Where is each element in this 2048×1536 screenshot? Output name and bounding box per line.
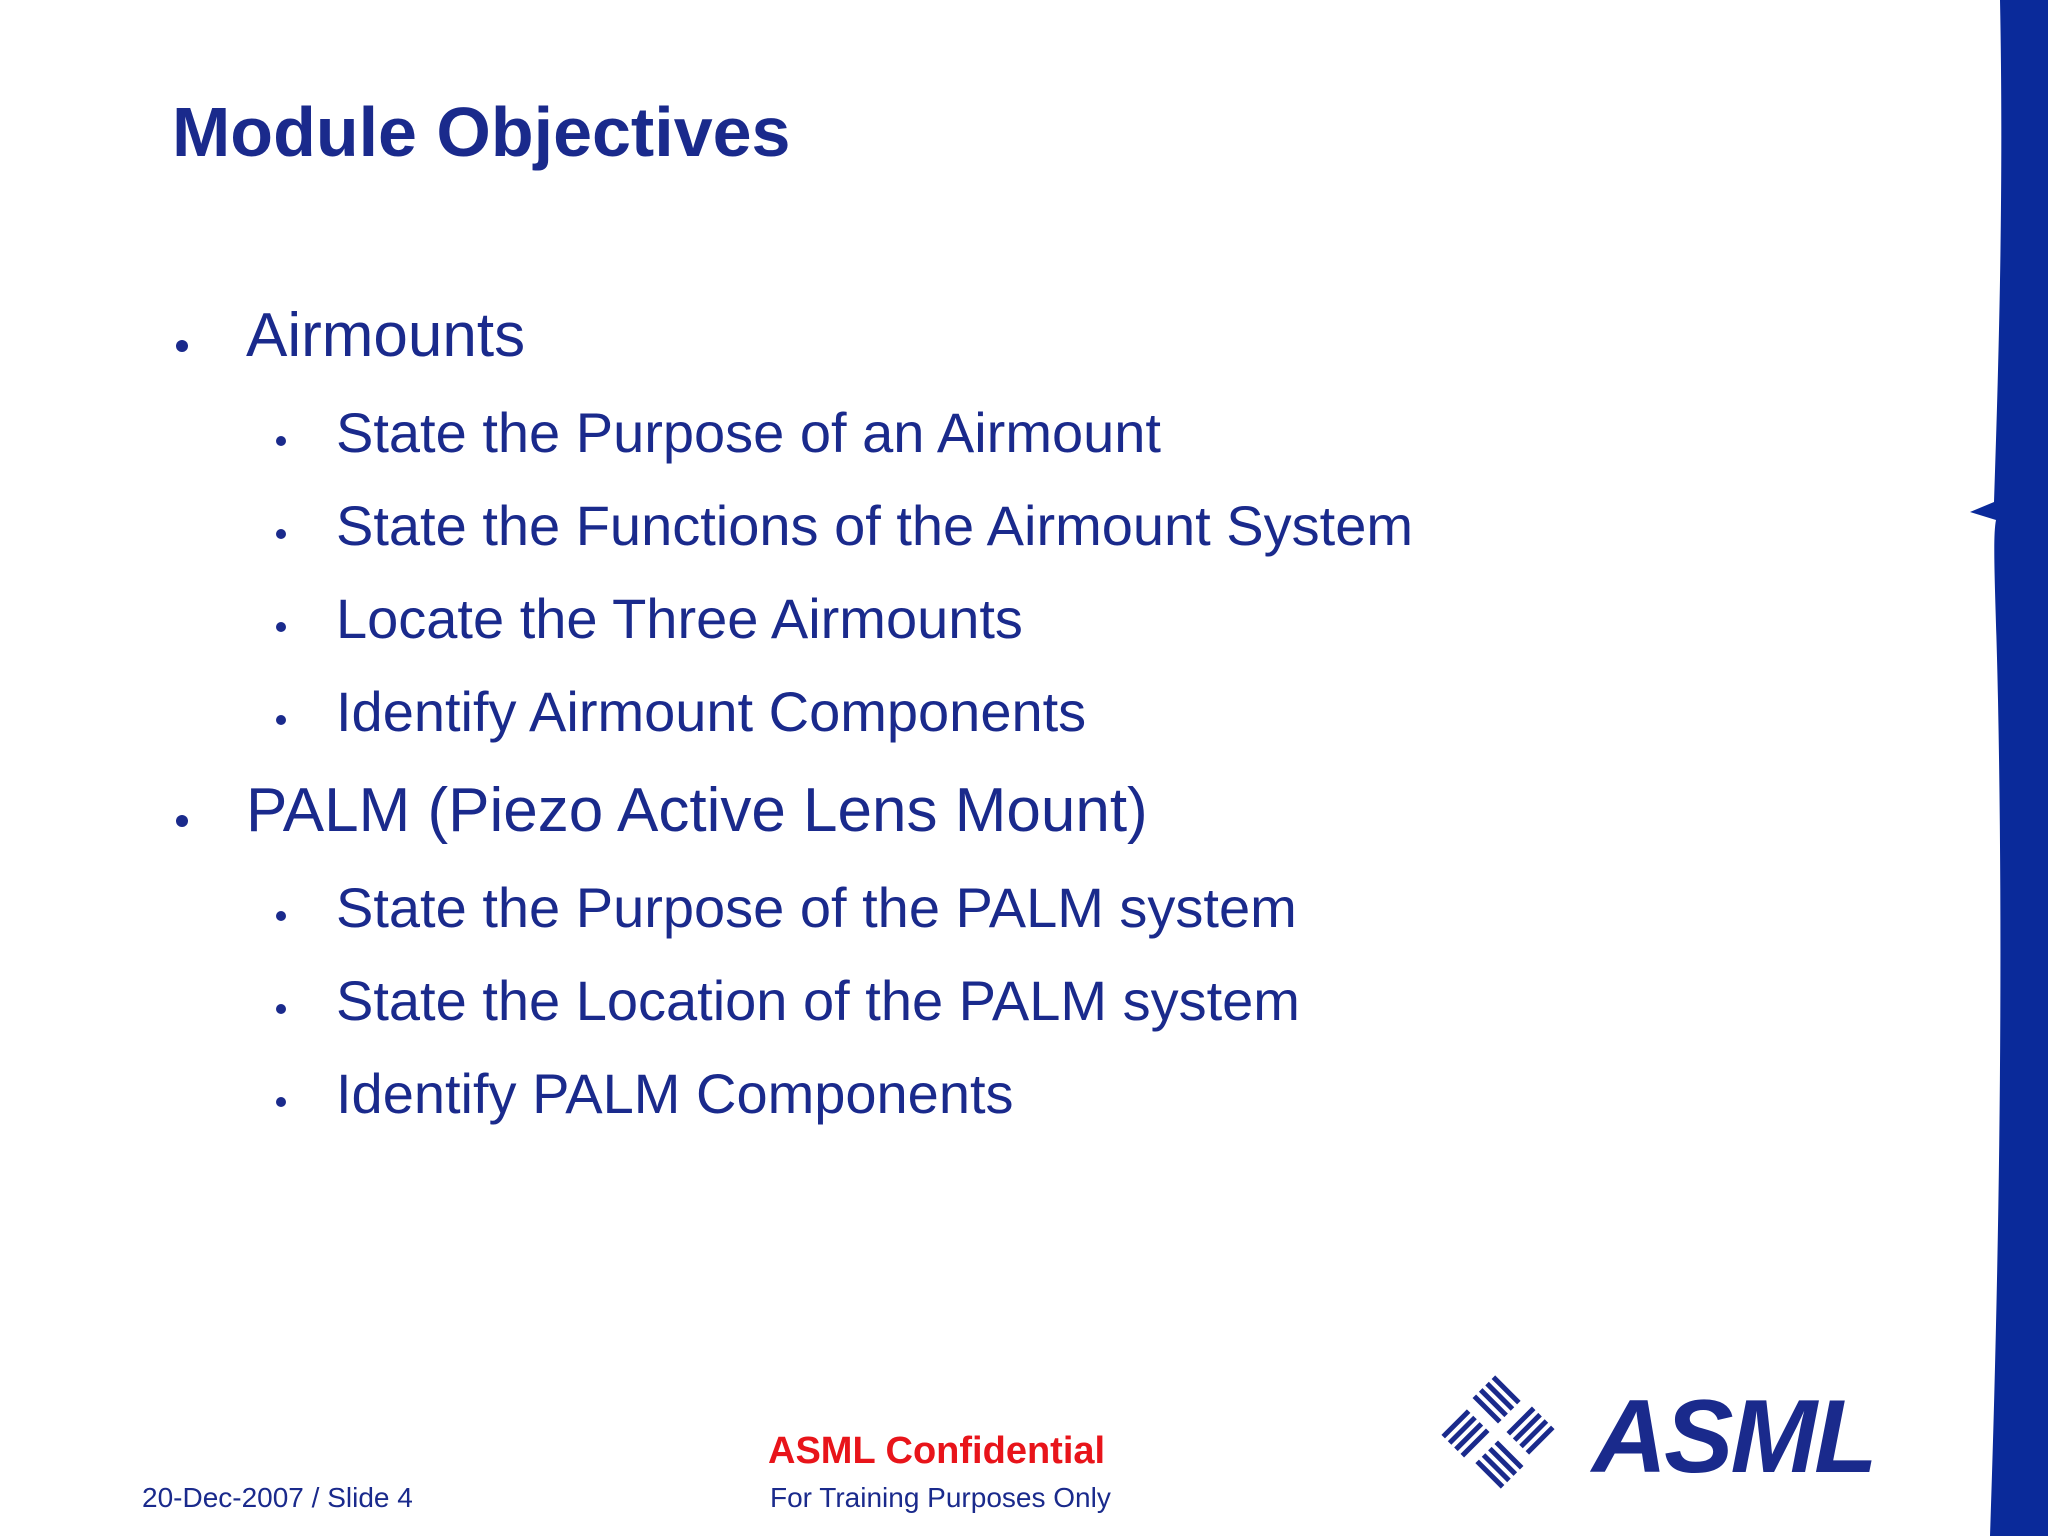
list-item-label: State the Location of the PALM system	[336, 969, 1300, 1032]
list-item	[336, 1061, 1014, 1126]
list-item	[246, 300, 525, 371]
bullet-icon	[176, 815, 188, 827]
list-item-label: State the Purpose of the PALM system	[336, 876, 1297, 939]
list-item	[336, 493, 1413, 558]
bullet-icon	[276, 529, 286, 539]
list-item-label: State the Functions of the Airmount System	[336, 494, 1413, 557]
list-item-label: Identify PALM Components	[336, 1062, 1014, 1125]
confidential-label: ASML Confidential	[768, 1430, 1106, 1472]
list-item	[246, 775, 1148, 846]
bullet-icon	[276, 1004, 286, 1014]
page-title: Module Objectives	[172, 93, 791, 171]
bullet-icon	[276, 436, 286, 446]
bullet-icon	[276, 911, 286, 921]
footer-date-slide: 20-Dec-2007 / Slide 4	[142, 1482, 413, 1513]
asml-logo-icon	[1436, 1370, 1560, 1494]
list-item-label: PALM (Piezo Active Lens Mount)	[246, 776, 1148, 845]
training-label: For Training Purposes Only	[770, 1482, 1111, 1513]
list-item-label: Airmounts	[246, 301, 526, 370]
list-item	[336, 968, 1300, 1033]
list-item	[336, 679, 1086, 744]
list-item-label: Locate the Three Airmounts	[336, 587, 1023, 650]
bullet-icon	[276, 1097, 286, 1107]
list-item	[336, 586, 1023, 651]
bullet-icon	[276, 622, 286, 632]
list-item-label: Identify Airmount Components	[336, 680, 1087, 743]
asml-logo-text: ASML	[1592, 1379, 1875, 1495]
bullet-icon	[276, 715, 286, 725]
bullet-icon	[176, 340, 188, 352]
list-item-label: State the Purpose of an Airmount	[336, 401, 1161, 464]
list-item	[336, 875, 1297, 940]
list-item	[336, 400, 1161, 465]
